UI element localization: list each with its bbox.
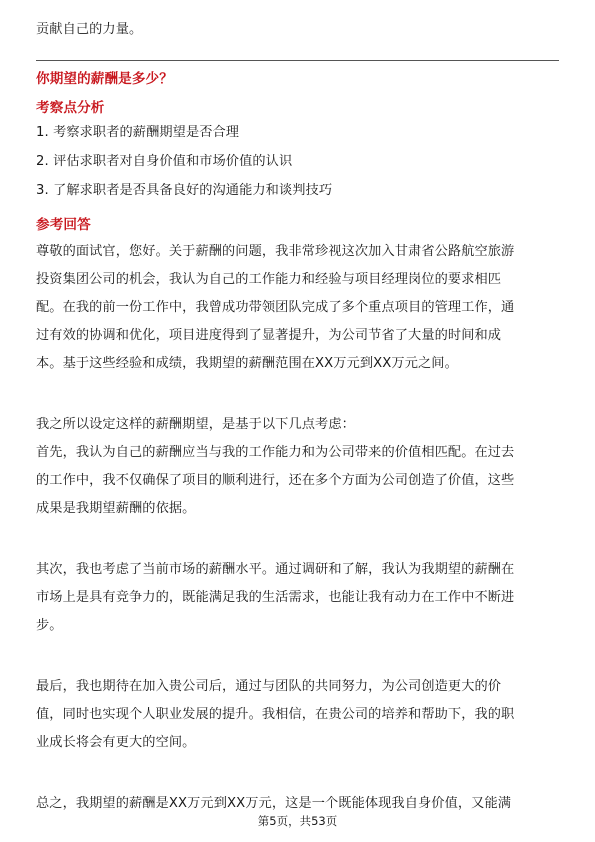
answer-line: 本。基于这些经验和成绩，我期望的薪酬范围在XX万元到XX万元之间。 bbox=[36, 356, 458, 371]
analysis-heading: 考察点分析 bbox=[36, 100, 105, 116]
page-number: 第5页，共53页 bbox=[257, 814, 338, 828]
answer-line: 总之，我期望的薪酬是XX万元到XX万元，这是一个既能体现我自身价值，又能满 bbox=[36, 796, 512, 811]
answer-line: 业成长将会有更大的空间。 bbox=[36, 735, 196, 750]
analysis-item: 3. 了解求职者是否具备良好的沟通能力和谈判技巧 bbox=[36, 183, 333, 198]
answer-line: 我之所以设定这样的薪酬期望，是基于以下几点考虑： bbox=[36, 417, 355, 432]
section-divider bbox=[36, 60, 559, 61]
answer-line: 的工作中，我不仅确保了项目的顺利进行，还在多个方面为公司创造了价值，这些 bbox=[36, 473, 515, 488]
answer-heading: 参考回答 bbox=[36, 217, 91, 233]
answer-line: 过有效的协调和优化，项目进度得到了显著提升，为公司节省了大量的时间和成 bbox=[36, 328, 502, 343]
answer-line: 成果是我期望薪酬的依据。 bbox=[36, 501, 196, 516]
answer-line: 其次，我也考虑了当前市场的薪酬水平。通过调研和了解，我认为我期望的薪酬在 bbox=[36, 562, 515, 577]
answer-line: 投资集团公司的机会，我认为自己的工作能力和经验与项目经理岗位的要求相匹 bbox=[36, 272, 502, 287]
answer-line: 最后，我也期待在加入贵公司后，通过与团队的共同努力，为公司创造更大的价 bbox=[36, 679, 502, 694]
answer-line: 尊敬的面试官，您好。关于薪酬的问题，我非常珍视这次加入甘肃省公路航空旅游 bbox=[36, 244, 515, 259]
answer-line: 配。在我的前一份工作中，我曾成功带领团队完成了多个重点项目的管理工作，通 bbox=[36, 300, 515, 315]
answer-line: 市场上是具有竞争力的，既能满足我的生活需求，也能让我有动力在工作中不断进 bbox=[36, 590, 515, 605]
answer-line: 首先，我认为自己的薪酬应当与我的工作能力和为公司带来的价值相匹配。在过去 bbox=[36, 445, 515, 460]
answer-line: 值，同时也实现个人职业发展的提升。我相信，在贵公司的培养和帮助下，我的职 bbox=[36, 707, 515, 722]
question-title: 你期望的薪酬是多少？ bbox=[36, 71, 173, 87]
analysis-item: 2. 评估求职者对自身价值和市场价值的认识 bbox=[36, 154, 293, 169]
answer-line: 步。 bbox=[36, 618, 63, 633]
analysis-item: 1. 考察求职者的薪酬期望是否合理 bbox=[36, 125, 240, 140]
continued-text: 贡献自己的力量。 bbox=[36, 22, 143, 37]
